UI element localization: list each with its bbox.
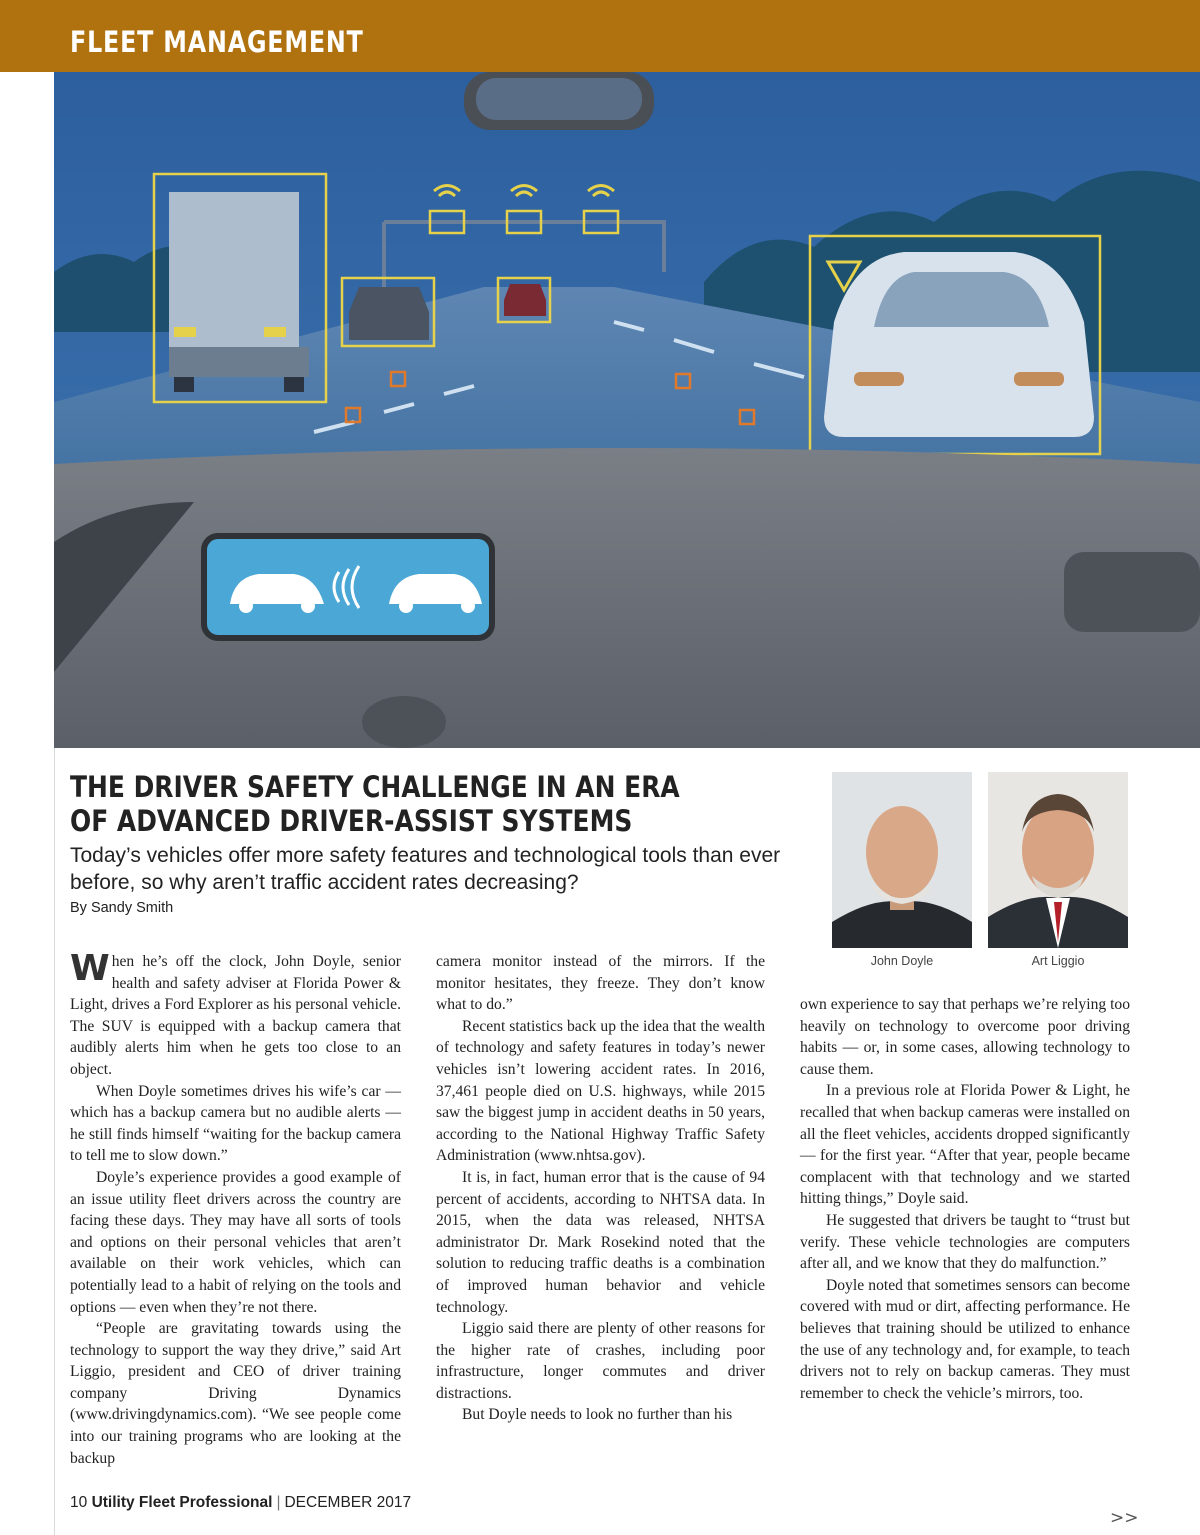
- paragraph: “People are gravitating towards using the technology to support the way they drive,” said Art Liggio, president and CEO of driver training company Driving Dynamics (www.drivingdynamics.com). “We see people come into our training programs who are looking at the backup: [70, 1320, 401, 1467]
- paragraph: In a previous role at Florida Power & Light, he recalled that when backup cameras were installed on all the fleet vehicles, accidents dropped significantly — for the first year. “After that year, people became complacent with that technology and we started hitting things,” Doyle said.: [800, 1082, 1130, 1208]
- page-footer: [70, 1494, 411, 1512]
- white-suv: [824, 252, 1094, 437]
- photo-caption: John Doyle: [870, 954, 934, 968]
- air-vent: [1064, 552, 1200, 632]
- paragraph: Doyle’s experience provides a good example of an issue utility fleet drivers across the country are facing these days. They may have all sorts of tools and options on their personal vehicles that aren’t available on their work vehicles, which can potentially lead to a habit of relying on the tools and options — even when they’re not there.: [70, 1168, 401, 1316]
- car-ahead: [349, 287, 429, 340]
- portrait-john-doyle: [832, 772, 972, 948]
- body-column-1: [70, 948, 401, 1469]
- paragraph: Doyle noted that sometimes sensors can become covered with mud or dirt, affecting performance. He believes that training should be utilized to enhance the use of any technology and, for example, to teach drivers not to rely on backup cameras. They must remember to check the vehicle’s mirrors, too.: [800, 1276, 1130, 1402]
- photo-caption: Art Liggio: [1031, 954, 1085, 968]
- article-headline: THE DRIVER SAFETY CHALLENGE IN AN ERA OF ADVANCED DRIVER-ASSIST SYSTEMS: [70, 770, 680, 838]
- footer-separator: |: [276, 1494, 281, 1511]
- body-column-3: [800, 994, 1130, 1404]
- hero-illustration: [54, 72, 1200, 748]
- paragraph: camera monitor instead of the mirrors. If the monitor hesitates, they freeze. They don’t know what to do.”: [436, 953, 765, 1014]
- issue-date: DECEMBER 2017: [284, 1494, 412, 1511]
- continued-arrow-icon: >>: [1110, 1508, 1139, 1528]
- paragraph: When he’s off the clock, John Doyle, senior health and safety adviser at Florida Power & Light, drives a Ford Explorer as his personal vehicle. The SUV is equipped with a backup camera that audibly alerts him when he gets too close to an object.: [70, 948, 401, 1078]
- publication-name: Utility Fleet Professional: [91, 1494, 273, 1511]
- car-distant: [504, 284, 546, 316]
- page-margin: [0, 0, 55, 1535]
- paragraph: When Doyle sometimes drives his wife’s car — which has a backup camera but no audible alerts — he still finds himself “waiting for the backup camera to tell me to slow down.”: [70, 1082, 401, 1165]
- page-number: 10: [70, 1494, 88, 1511]
- paragraph: It is, in fact, human error that is the cause of 94 percent of accidents, according to NHTSA data. In 2015, when the data was released, NHTSA administrator Dr. Mark Rosekind noted that the solution to reducing traffic deaths is a combination of improved human behavior and vehicle technology.: [436, 1168, 765, 1316]
- truck: [169, 192, 309, 392]
- section-label: FLEET MANAGEMENT: [70, 25, 364, 59]
- portrait-art-liggio: [988, 772, 1128, 948]
- paragraph: He suggested that drivers be taught to “trust but verify. These vehicle technologies are computers after all, and we know that they do malfunction.”: [800, 1211, 1130, 1273]
- section-header-bar: [0, 0, 1200, 72]
- paragraph: Liggio said there are plenty of other reasons for the higher rate of crashes, including poor infrastructure, longer commutes and driver distractions.: [436, 1320, 765, 1402]
- article-subhead: Today’s vehicles offer more safety features and technological tools than ever before, so why aren’t traffic accident rates decreasing?: [70, 844, 781, 894]
- paragraph: Recent statistics back up the idea that the wealth of technology and safety features in today’s newer vehicles isn’t lowering accident rates. In 2016, 37,461 people died on U.S. highways, while 2015 saw the biggest jump in accident deaths in 50 years, according to the National Highway Traffic Safety Administration (www.nhtsa.gov).: [436, 1017, 765, 1165]
- paragraph: own experience to say that perhaps we’re relying too heavily on technology to overcome poor driving habits — or, in some cases, allowing technology to cause them.: [800, 996, 1130, 1078]
- body-column-2: [436, 951, 765, 1426]
- paragraph: But Doyle needs to look no further than his: [462, 1406, 733, 1424]
- article-byline: By Sandy Smith: [70, 900, 174, 916]
- center-vent: [362, 696, 446, 748]
- drop-cap: W: [70, 948, 110, 989]
